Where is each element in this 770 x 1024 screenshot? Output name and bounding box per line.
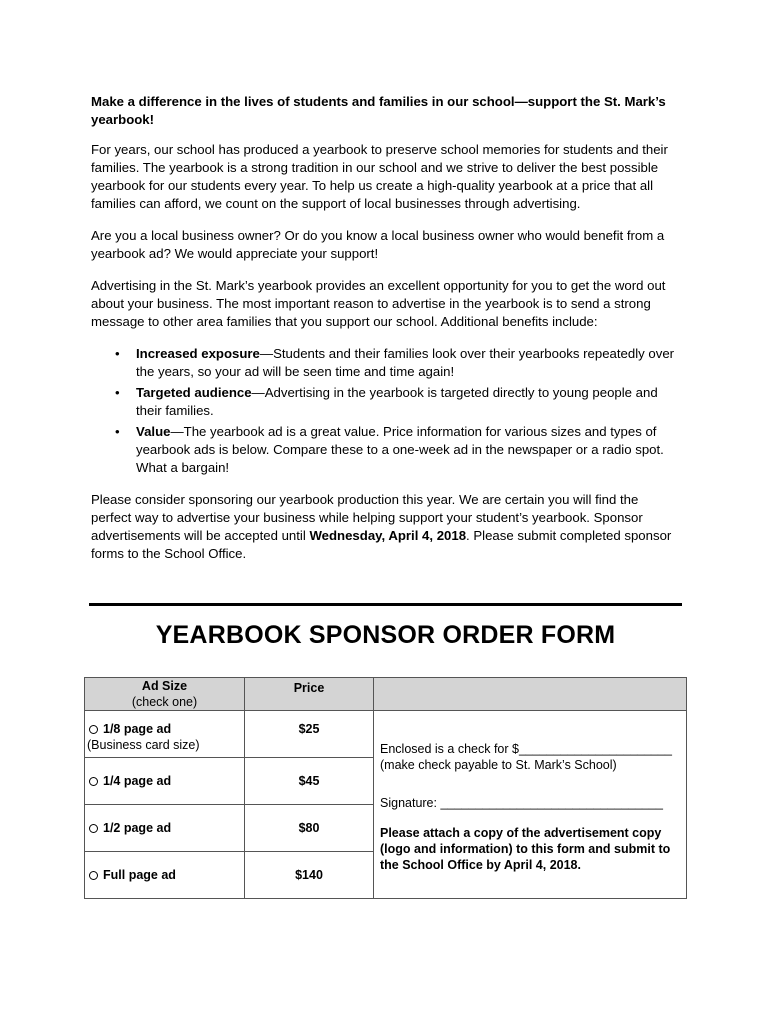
ad-price-value: $25 [298,722,320,736]
closing-text: Please consider sponsoring our yearbook production this year. We are certain you will find the perfect way to advertise your business while helping support your student’s yearbook. Sponsor advertisements will be accepted until [91,492,643,543]
form-title: YEARBOOK SPONSOR ORDER FORM [155,621,616,649]
ad-option-half[interactable] [85,805,245,852]
ad-price [245,758,374,805]
price-header [245,678,374,711]
radio-circle-icon[interactable] [89,824,98,833]
ad-price-value: $80 [298,821,320,835]
benefit-item [115,345,681,381]
price-header-label: Price [293,681,325,695]
benefit-term: Targeted audience [136,385,252,400]
letter-body [91,93,681,577]
order-form-table [84,677,687,899]
benefit-text: —Advertising in the yearbook is targeted directly to young people and their families. [136,385,658,418]
radio-circle-icon[interactable] [89,777,98,786]
deadline-date: Wednesday, April 4, 2018 [309,528,467,543]
radio-circle-icon[interactable] [89,725,98,734]
ad-size-label: Full page ad [103,868,176,882]
ad-size-header-label: Ad Size [141,679,188,693]
benefit-item [115,423,681,477]
bullet-icon: • [115,424,120,439]
closing-text-end: . Please submit completed sponsor forms to the School Office. [91,528,672,561]
benefits-list [91,345,681,477]
closing-paragraph [91,491,681,563]
ad-size-header [85,678,245,711]
ad-price-value: $140 [295,868,323,882]
benefit-item [115,384,681,420]
bullet-icon: • [115,385,120,400]
ad-option-full[interactable] [85,852,245,899]
benefit-term: Value [136,424,171,439]
ad-size-note: (Business card size) [87,738,200,752]
ad-size-header-note: (check one) [131,695,198,709]
ad-price [245,805,374,852]
table-header-row [85,678,687,711]
ad-size-label: 1/4 page ad [103,774,172,788]
bullet-icon: • [115,346,120,361]
ad-price [245,852,374,899]
radio-circle-icon[interactable] [89,871,98,880]
benefit-text: —The yearbook ad is a great value. Price information for various sizes and types of yearbook ads is below. Compare these to a one-week ad in the newspaper or a radio spot. What a bargain! [136,424,664,475]
blank-header [374,678,687,711]
question-paragraph: Are you a local business owner? Or do you know a local business owner who would benefit from a yearbook ad? We would appreciate your support! [91,228,665,261]
table-row [85,711,687,758]
attach-instructions: Please attach a copy of the advertisement copy (logo and information) to this form and submit to the School Office by April 4, 2018. [380,826,671,872]
ad-price [245,711,374,758]
ad-price-value: $45 [298,774,320,788]
ad-option-eighth[interactable] [85,711,245,758]
benefit-text: —Students and their families look over their yearbooks repeatedly over the years, so your ad will be seen time and time again! [136,346,675,379]
ad-option-quarter[interactable] [85,758,245,805]
letter-headline: Make a difference in the lives of students and families in our school—support the St. Mark’s yearbook! [91,94,666,127]
advertising-paragraph: Advertising in the St. Mark’s yearbook provides an excellent opportunity for you to get the word out about your business. The most important reason to advertise in the yearbook is to send a strong message to other area families that you support our school. Additional benefits include: [91,278,666,329]
ad-size-label: 1/2 page ad [103,821,172,835]
section-divider [89,603,682,606]
payment-details [374,711,687,899]
intro-paragraph: For years, our school has produced a yearbook to preserve school memories for students and their families. The yearbook is a strong tradition in our school and we strive to deliver the best possible yearbook for our students every year. To help us create a high-quality yearbook at a price that all families can afford, we count on the support of local businesses through advertising. [91,142,668,211]
ad-size-label: 1/8 page ad [103,722,172,736]
benefit-term: Increased exposure [136,346,260,361]
signature-field[interactable]: Signature: ________________________________ [380,796,663,810]
enclosed-check-field[interactable]: Enclosed is a check for $______________________ [380,742,672,756]
payable-note: (make check payable to St. Mark’s School) [380,758,617,772]
